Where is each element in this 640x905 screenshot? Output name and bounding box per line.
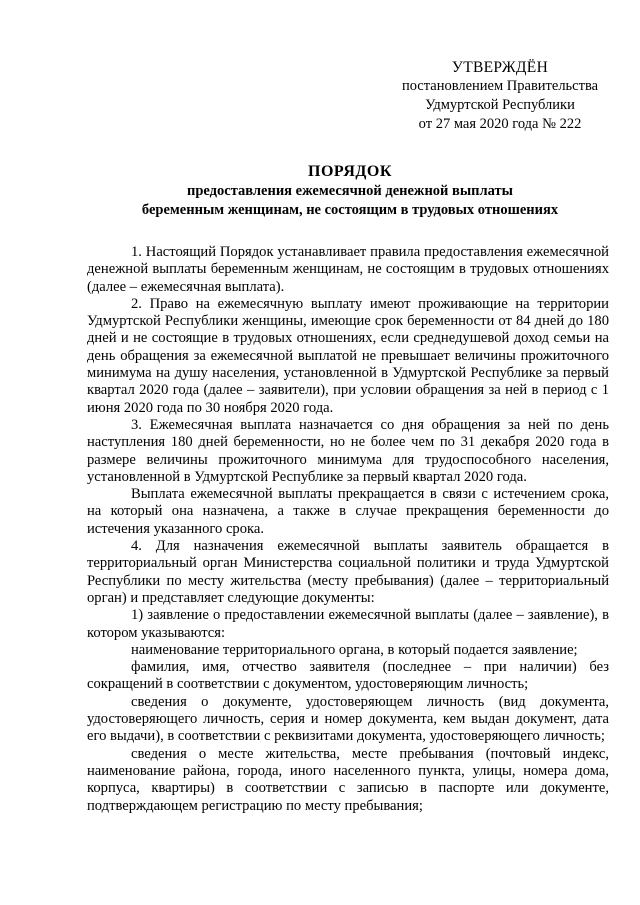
approval-heading: УТВЕРЖДЁН: [451, 59, 549, 76]
paragraph: 3. Ежемесячная выплата назначается со дня обращения за ней по день наступления 180 дней беременности, но не более чем по 31 декабря 2020 года в размере величины прожиточного минимума для трудоспособного населения, установленной в Удмуртской Республике за первый квартал 2020 года.: [87, 416, 609, 485]
paragraph: 1. Настоящий Порядок устанавливает правила предоставления ежемесячной денежной выплаты беременным женщинам, не состоящим в трудовых отношениях (далее – ежемесячная выплата).: [87, 244, 609, 295]
title-main: ПОРЯДОК: [308, 163, 392, 180]
title-subtitle-line: беременным женщинам, не состоящим в трудовых отношениях: [141, 202, 559, 218]
approval-line: Удмуртской Республики: [425, 97, 575, 113]
approval-line: от 27 мая 2020 года № 222: [418, 116, 582, 132]
paragraph: наименование территориального органа, в который подается заявление;: [131, 641, 578, 658]
document-body: [87, 244, 609, 815]
approval-stamp: [380, 58, 620, 134]
approval-line: постановлением Правительства: [401, 78, 599, 94]
paragraph: фамилия, имя, отчество заявителя (последнее – при наличии) без сокращений в соответствии с документом, удостоверяющим личность;: [87, 659, 609, 693]
paragraph: 4. Для назначения ежемесячной выплаты заявитель обращается в территориальный орган Министерства социальной политики и труда Удмуртской Республики по месту жительства (месту пребывания) (далее – территориальный орган) и представляет следующие документы:: [87, 538, 609, 606]
paragraph: 1) заявление о предоставлении ежемесячной выплаты (далее – заявление), в котором указываются:: [87, 607, 609, 641]
title-subtitle-line: предоставления ежемесячной денежной выплаты: [187, 183, 513, 199]
paragraph: сведения о месте жительства, месте пребывания (почтовый индекс, наименование района, города, иного населенного пункта, улицы, номера дома, корпуса, квартиры) в соответствии с записью в паспорте или документе, подтверждающем регистрацию по месту пребывания;: [87, 745, 609, 814]
document-title: [80, 162, 620, 220]
paragraph: 2. Право на ежемесячную выплату имеют проживающие на территории Удмуртской Республики женщины, имеющие срок беременности от 84 дней до 180 дней и не состоящие в трудовых отношениях, если среднедушевой доход семьи на день обращения за ежемесячной выплатой не превышает величины прожиточного минимума на душу населения, установленной в Удмуртской Республике за первый квартал 2020 года (далее – заявители), при условии обращения за ней в период с 1 июня 2020 года по 30 ноября 2020 года.: [87, 295, 609, 416]
paragraph: Выплата ежемесячной выплаты прекращается в связи с истечением срока, на который она назначена, а также в случае прекращения беременности до истечения указанного срока.: [87, 486, 609, 537]
paragraph: сведения о документе, удостоверяющем личность (вид документа, удостоверяющего личность, серия и номер документа, кем выдан документ, дата его выдачи), в соответствии с реквизитами документа, удостоверяющего личность;: [87, 693, 609, 745]
